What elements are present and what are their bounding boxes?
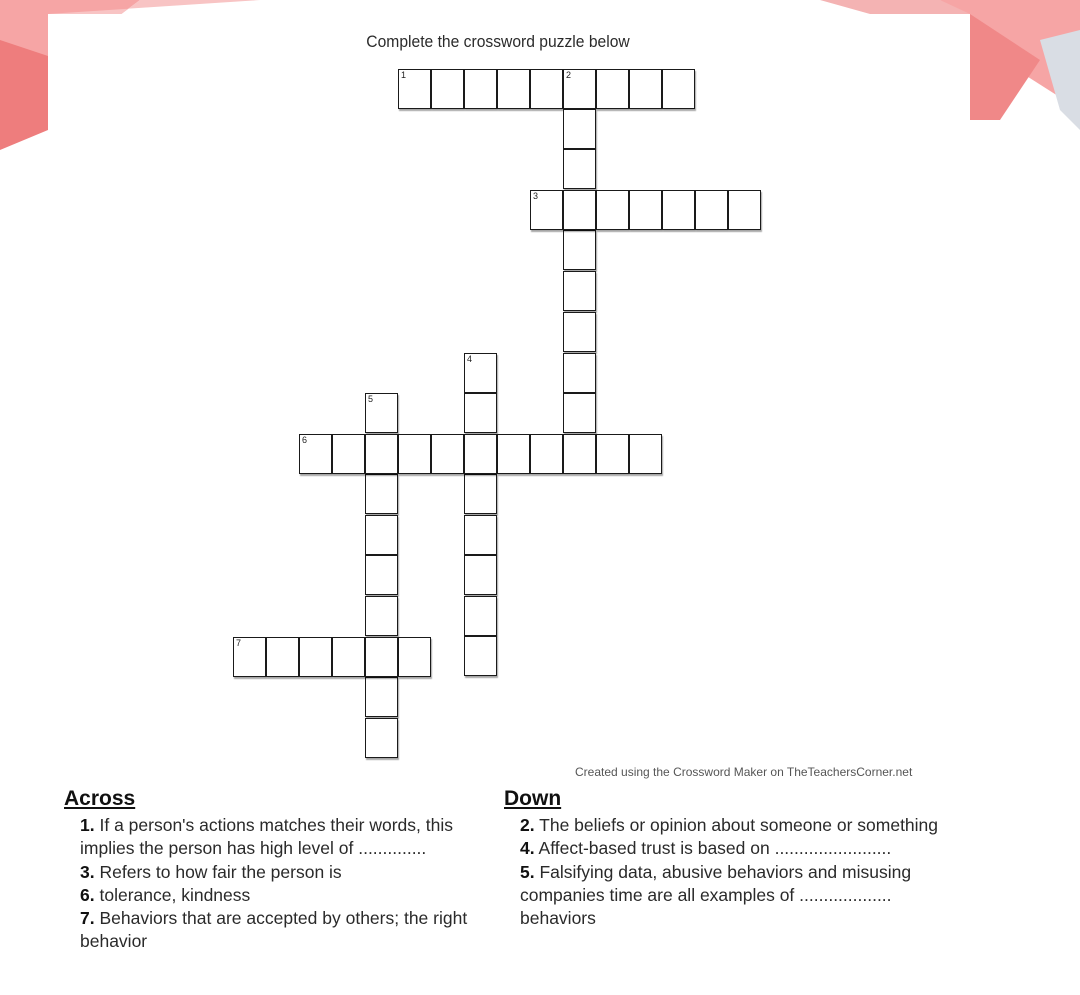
clue-number: 5 bbox=[368, 394, 374, 404]
clue-number: 7 bbox=[236, 638, 242, 648]
grid-cell[interactable] bbox=[497, 69, 530, 109]
puzzle-title: Complete the crossword puzzle below bbox=[366, 32, 630, 51]
grid-cell[interactable] bbox=[464, 393, 497, 433]
clue-item: 3. Refers to how fair the person is bbox=[80, 861, 342, 882]
grid-cell[interactable] bbox=[563, 434, 596, 474]
grid-cell[interactable] bbox=[662, 190, 695, 230]
clue-number: 3 bbox=[533, 191, 539, 201]
grid-cell[interactable] bbox=[398, 69, 431, 109]
grid-cell[interactable] bbox=[497, 434, 530, 474]
grid-cell[interactable] bbox=[365, 555, 398, 595]
grid-cell[interactable] bbox=[563, 190, 596, 230]
grid-cell[interactable] bbox=[662, 69, 695, 109]
grid-cell[interactable] bbox=[365, 393, 398, 433]
clue-number: 2 bbox=[566, 70, 572, 80]
grid-cell[interactable] bbox=[629, 434, 662, 474]
grid-cell[interactable] bbox=[299, 434, 332, 474]
clue-number: 4 bbox=[467, 354, 473, 364]
grid-cell[interactable] bbox=[365, 515, 398, 555]
clue-item: 6. tolerance, kindness bbox=[80, 884, 251, 905]
clue-number: 1 bbox=[401, 70, 407, 80]
across-heading: Across bbox=[64, 787, 136, 810]
grid-cell[interactable] bbox=[365, 596, 398, 636]
grid-cell[interactable] bbox=[365, 677, 398, 717]
grid-cell[interactable] bbox=[332, 434, 365, 474]
grid-cell[interactable] bbox=[464, 434, 497, 474]
across-clues bbox=[64, 786, 484, 954]
down-heading: Down bbox=[504, 787, 562, 810]
grid-cell[interactable] bbox=[563, 393, 596, 433]
grid-cell[interactable] bbox=[530, 190, 563, 230]
grid-cell[interactable] bbox=[530, 434, 563, 474]
grid-cell[interactable] bbox=[563, 271, 596, 311]
grid-cell[interactable] bbox=[563, 109, 596, 149]
grid-cell[interactable] bbox=[596, 434, 629, 474]
clue-item: 2. The beliefs or opinion about someone or something bbox=[520, 815, 939, 835]
grid-cell[interactable] bbox=[464, 69, 497, 109]
grid-cell[interactable] bbox=[431, 434, 464, 474]
grid-cell[interactable] bbox=[563, 312, 596, 352]
grid-cell[interactable] bbox=[596, 69, 629, 109]
grid-cell[interactable] bbox=[563, 69, 596, 109]
grid-cell[interactable] bbox=[530, 69, 563, 109]
grid-cell[interactable] bbox=[695, 190, 728, 230]
grid-cell[interactable] bbox=[563, 353, 596, 393]
clue-number: 6 bbox=[302, 435, 308, 445]
grid-cell[interactable] bbox=[398, 637, 431, 677]
grid-cell[interactable] bbox=[464, 515, 497, 555]
grid-cell[interactable] bbox=[629, 190, 662, 230]
credit-line: Created using the Crossword Maker on TheTeachersCorner.net bbox=[575, 765, 913, 779]
grid-cell[interactable] bbox=[332, 637, 365, 677]
down-clues bbox=[504, 786, 944, 930]
grid-cell[interactable] bbox=[464, 353, 497, 393]
grid-cell[interactable] bbox=[464, 596, 497, 636]
clue-item: 4. Affect-based trust is based on ........................ bbox=[520, 838, 892, 859]
grid-cell[interactable] bbox=[563, 149, 596, 189]
grid-cell[interactable] bbox=[266, 637, 299, 677]
grid-cell[interactable] bbox=[398, 434, 431, 474]
grid-cell[interactable] bbox=[431, 69, 464, 109]
grid-cell[interactable] bbox=[596, 190, 629, 230]
grid-cell[interactable] bbox=[563, 230, 596, 270]
clue-item: 5. Falsifying data, abusive behaviors and misusing companies time are all examples of ................... behaviors bbox=[520, 861, 912, 929]
grid-cell[interactable] bbox=[365, 718, 398, 758]
grid-cell[interactable] bbox=[365, 637, 398, 677]
grid-cell[interactable] bbox=[464, 636, 497, 676]
grid-cell[interactable] bbox=[728, 190, 761, 230]
grid-cell[interactable] bbox=[464, 474, 497, 514]
clue-item: 7. Behaviors that are accepted by others; the right behavior bbox=[80, 908, 468, 952]
grid-cell[interactable] bbox=[464, 555, 497, 595]
grid-cell[interactable] bbox=[365, 434, 398, 474]
grid-cell[interactable] bbox=[299, 637, 332, 677]
clue-item: 1. If a person's actions matches their words, this implies the person has high level of .............. bbox=[80, 815, 453, 859]
grid-cell[interactable] bbox=[233, 637, 266, 677]
grid-cell[interactable] bbox=[629, 69, 662, 109]
grid-cell[interactable] bbox=[365, 474, 398, 514]
